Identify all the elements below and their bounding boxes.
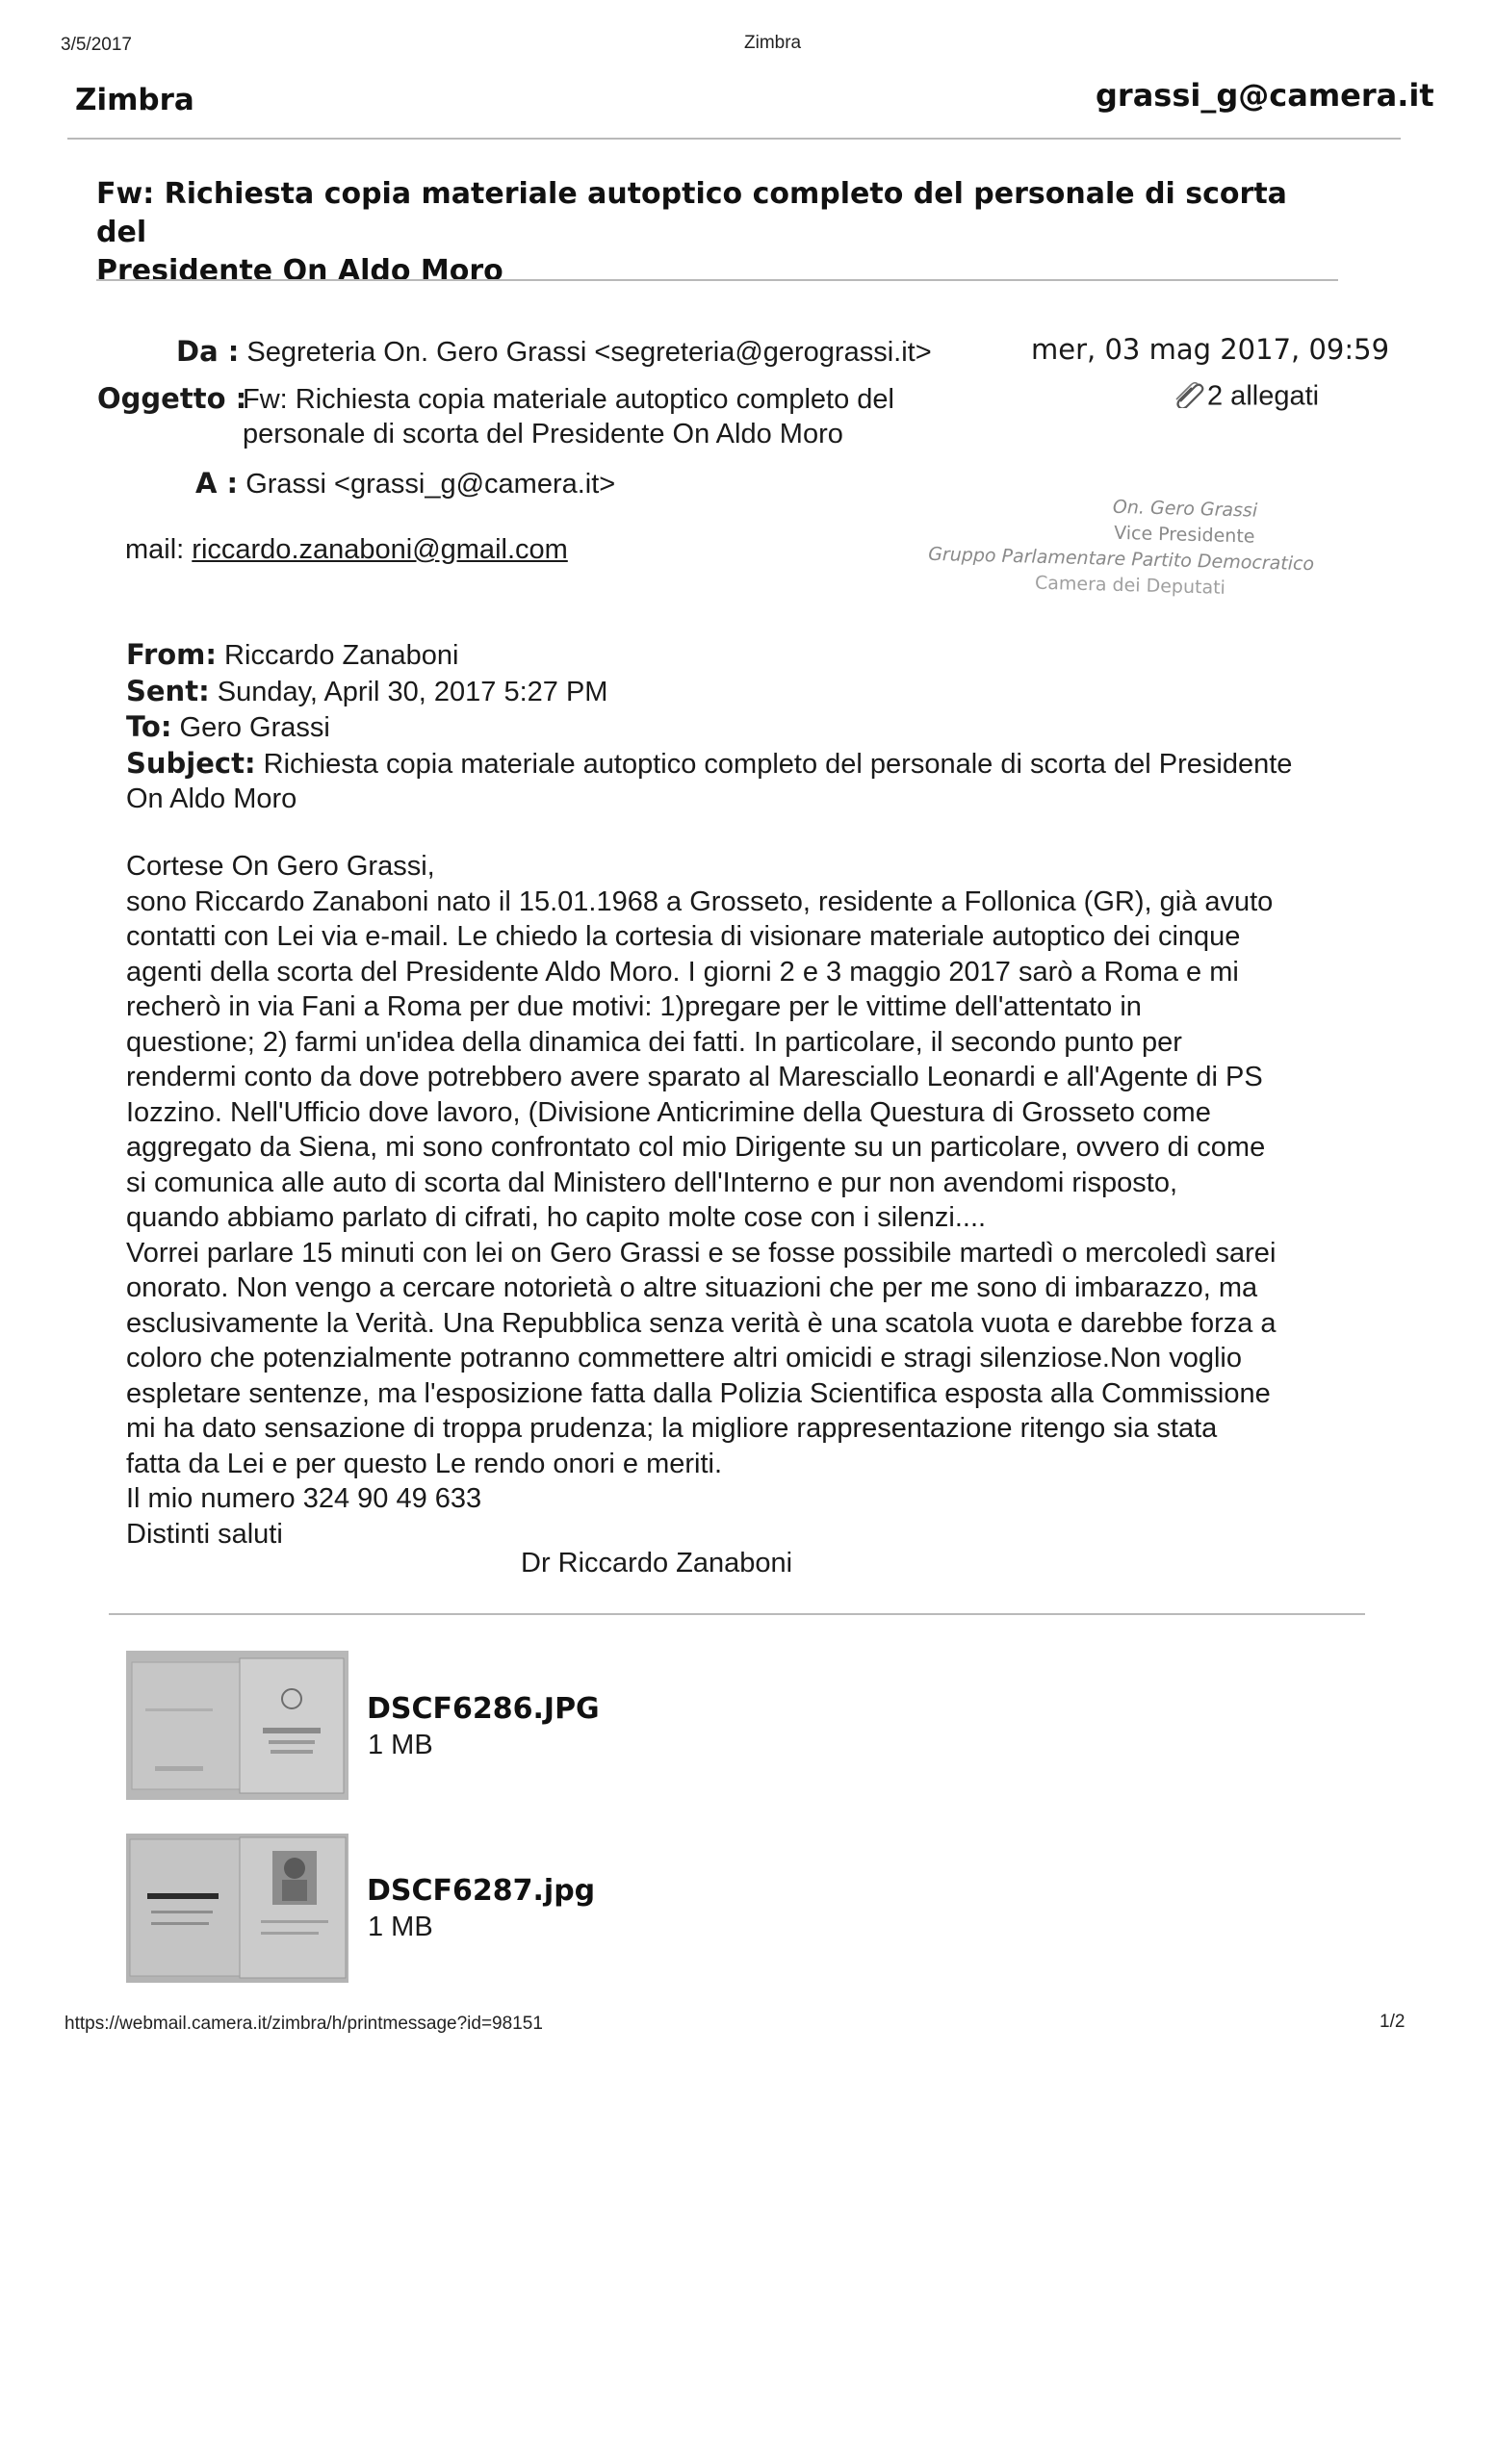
fwd-from-row bbox=[126, 637, 1292, 674]
fwd-subject-value: Richiesta copia materiale autoptico completo del personale di scorta del Presidente bbox=[255, 748, 1293, 780]
body-line: coloro che potenzialmente potranno commettere altri omicidi e stragi silenziose.Non voglio bbox=[126, 1343, 1242, 1373]
to-value[interactable]: Grassi <grassi_g@camera.it> bbox=[245, 469, 616, 500]
fwd-subject-label: Subject: bbox=[126, 746, 256, 780]
body-line: rendermi conto da dove potrebbero avere sparato al Maresciallo Leonardi e all'Agente di PS bbox=[126, 1062, 1263, 1092]
body-line: aggregato da Siena, mi sono confrontato col mio Dirigente su un particolare, ovvero di come bbox=[126, 1132, 1266, 1163]
body-line: sono Riccardo Zanaboni nato il 15.01.1968 a Grosseto, residente a Follonica (GR), già avuto bbox=[126, 886, 1274, 917]
stamp-line: Vice Presidente bbox=[1113, 522, 1255, 548]
print-date: 3/5/2017 bbox=[61, 35, 132, 55]
to-label: A : bbox=[195, 467, 239, 500]
fwd-sent-label: Sent: bbox=[126, 674, 210, 707]
subject-value bbox=[243, 382, 894, 451]
fwd-subject-row bbox=[126, 746, 1292, 783]
fwd-to-row bbox=[126, 709, 1292, 746]
attachment-thumbnail[interactable] bbox=[126, 1834, 348, 1983]
print-page-number: 1/2 bbox=[1380, 2012, 1406, 2032]
fwd-sent-value: Sunday, April 30, 2017 5:27 PM bbox=[209, 676, 608, 707]
body-line: onorato. Non vengo a cercare notorietà o altre situazioni che per me sono di imbarazzo, ma bbox=[126, 1272, 1258, 1303]
from-row bbox=[176, 335, 932, 369]
attachment-thumbnail[interactable] bbox=[126, 1651, 348, 1800]
message-title-line: Presidente On Aldo Moro bbox=[96, 254, 503, 288]
stamp-line: Gruppo Parlamentare Partito Democratico bbox=[927, 543, 1315, 576]
attachments-count: 2 allegati bbox=[1207, 380, 1320, 412]
body-line: Distinti saluti bbox=[126, 1518, 283, 1550]
id-card-image bbox=[126, 1651, 348, 1800]
body-line: recherò in via Fani a Roma per due motivi: 1)pregare per le vittime dell'attentato in bbox=[126, 991, 1142, 1022]
mail-prefix: mail: bbox=[125, 534, 193, 565]
fwd-subject-cont: On Aldo Moro bbox=[126, 783, 297, 814]
to-row bbox=[195, 467, 615, 500]
message-title-line: Fw: Richiesta copia materiale autoptico completo del personale di scorta del bbox=[96, 177, 1287, 249]
body-line: fatta da Lei e per questo Le rendo onori e meriti. bbox=[126, 1448, 723, 1479]
message-title bbox=[96, 175, 1300, 291]
stamp-line: On. Gero Grassi bbox=[1112, 496, 1258, 522]
fwd-from-label: From: bbox=[126, 638, 217, 671]
body-line: Il mio numero 324 90 49 633 bbox=[126, 1483, 482, 1514]
zimbra-brand: Zimbra bbox=[75, 83, 194, 117]
attachment-size: 1 MB bbox=[368, 1912, 433, 1942]
body-line: contatti con Lei via e-mail. Le chiedo la cortesia di visionare materiale autoptico dei cinque bbox=[126, 921, 1241, 952]
message-date: mer, 03 mag 2017, 09:59 bbox=[1031, 333, 1390, 366]
attachment-name[interactable]: DSCF6286.JPG bbox=[367, 1692, 600, 1726]
body-line: si comunica alle auto di scorta dal Ministero dell'Interno e pur non avendomi risposto, bbox=[126, 1167, 1178, 1198]
mail-line bbox=[125, 534, 568, 566]
subject-label: Oggetto : bbox=[97, 382, 247, 415]
attachment-name[interactable]: DSCF6287.jpg bbox=[367, 1874, 596, 1908]
mail-link[interactable]: riccardo.zanaboni@gmail.com bbox=[192, 534, 568, 565]
signature: Dr Riccardo Zanaboni bbox=[521, 1548, 793, 1578]
stamp-line: Camera dei Deputati bbox=[1034, 572, 1226, 599]
body-line: espletare sentenze, ma l'esposizione fatta dalla Polizia Scientifica esposta alla Commissione bbox=[126, 1377, 1271, 1409]
from-label: Da : bbox=[176, 335, 240, 368]
body-line: mi ha dato sensazione di troppa prudenza; la migliore rappresentazione ritengo sia stata bbox=[126, 1413, 1218, 1444]
body-line: Cortese On Gero Grassi, bbox=[126, 851, 435, 882]
print-app-title: Zimbra bbox=[744, 33, 802, 53]
attachment-size: 1 MB bbox=[368, 1730, 433, 1760]
user-email: grassi_g@camera.it bbox=[1096, 77, 1434, 114]
parliament-stamp bbox=[894, 489, 1350, 604]
subject-line: Fw: Richiesta copia materiale autoptico completo del bbox=[243, 384, 894, 415]
message-body bbox=[126, 849, 1277, 1552]
fwd-sent-row bbox=[126, 674, 1292, 710]
paperclip-icon bbox=[1173, 379, 1205, 416]
body-line: agenti della scorta del Presidente Aldo Moro. I giorni 2 e 3 maggio 2017 sarò a Roma e mi bbox=[126, 956, 1239, 988]
forwarded-headers bbox=[126, 637, 1292, 817]
body-line: Vorrei parlare 15 minuti con lei on Gero Grassi e se fosse possibile martedì o mercoledì sarei bbox=[126, 1237, 1277, 1269]
id-card-image bbox=[126, 1834, 348, 1983]
fwd-from-value: Riccardo Zanaboni bbox=[217, 640, 459, 671]
body-line: quando abbiamo parlato di cifrati, ho capito molte cose con i silenzi.... bbox=[126, 1202, 987, 1233]
print-url: https://webmail.camera.it/zimbra/h/printmessage?id=98151 bbox=[64, 2014, 543, 2034]
body-line: esclusivamente la Verità. Una Repubblica senza verità è una scatola vuota e darebbe forza a bbox=[126, 1307, 1277, 1339]
body-line: Iozzino. Nell'Ufficio dove lavoro, (Divisione Anticrimine della Questura di Grosseto come bbox=[126, 1096, 1211, 1128]
body-line: questione; 2) farmi un'idea della dinamica dei fatti. In particolare, il secondo punto per bbox=[126, 1026, 1182, 1058]
attachments-divider bbox=[109, 1613, 1365, 1615]
fwd-to-value: Gero Grassi bbox=[171, 712, 330, 743]
subject-line: personale di scorta del Presidente On Aldo Moro bbox=[243, 419, 843, 449]
header-divider bbox=[67, 138, 1401, 140]
title-divider bbox=[96, 279, 1338, 281]
fwd-to-label: To: bbox=[126, 710, 172, 743]
from-value[interactable]: Segreteria On. Gero Grassi <segreteria@gerograssi.it> bbox=[246, 337, 932, 368]
attachments-summary[interactable] bbox=[1173, 379, 1319, 416]
subject-label-wrap bbox=[97, 382, 246, 416]
